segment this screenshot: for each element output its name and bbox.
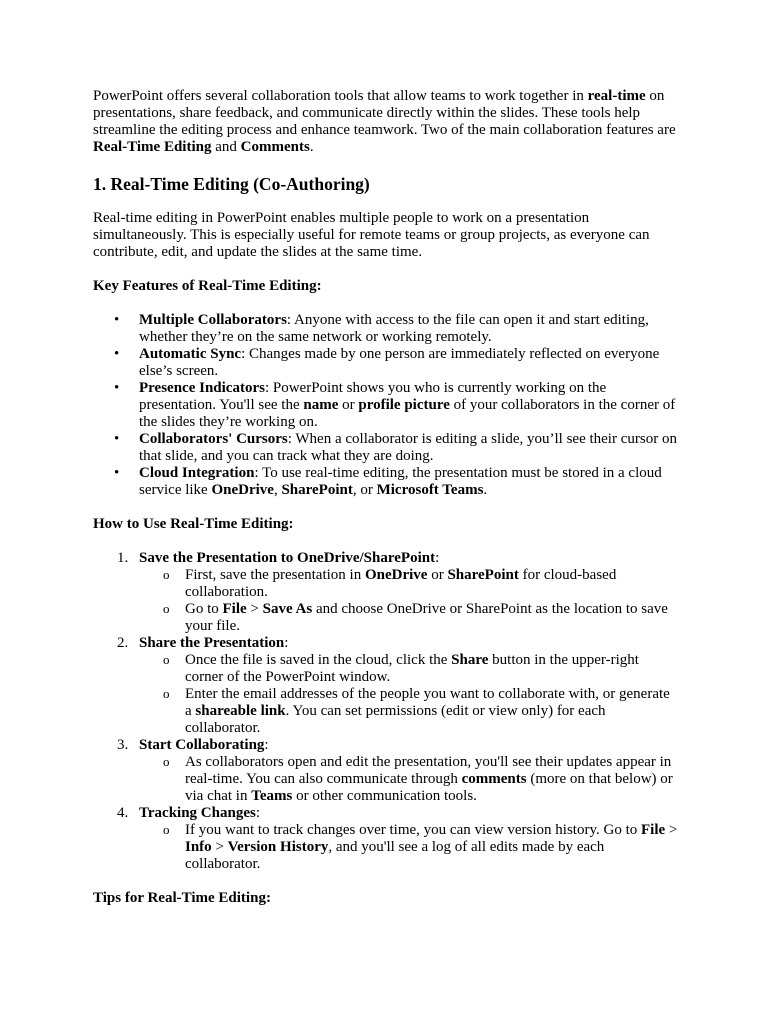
feature-bold: profile picture	[358, 397, 450, 413]
tips-heading: Tips for Real-Time Editing:	[93, 890, 271, 906]
list-item	[93, 312, 678, 346]
sub-text: Once the file is saved in the cloud, click the	[185, 652, 452, 668]
sub-bold: Share	[451, 652, 489, 668]
list-item	[93, 380, 678, 431]
feature-text: : Anyone with access to the file can open it and start editing, whether they’re on the same network or working remotely.	[139, 312, 649, 345]
sub-item	[139, 754, 678, 805]
sub-text: , and you'll see a log of all edits made by each collaborator.	[185, 839, 605, 872]
sub-item	[139, 601, 678, 635]
feature-text: or	[338, 397, 359, 413]
step-colon: :	[435, 550, 440, 566]
sub-text: or	[427, 567, 448, 583]
sub-text: >	[665, 822, 678, 838]
feature-text: of your collaborators in the corner of the slides they’re working on.	[139, 397, 676, 430]
sub-list	[139, 822, 678, 873]
step-item	[93, 550, 678, 635]
feature-text: : To use real-time editing, the presentation must be stored in a cloud service like	[139, 465, 662, 498]
sub-text: (more on that below) or via chat in	[185, 771, 673, 804]
sub-list	[139, 754, 678, 805]
sub-bold: File	[222, 601, 247, 617]
sub-text: . You can set permissions (edit or view only) for each collaborator.	[185, 703, 606, 736]
step-colon: :	[284, 635, 289, 651]
sub-text: Enter the email addresses of the people you want to collaborate with, or generate a	[185, 686, 670, 719]
step-colon: :	[264, 737, 269, 753]
intro-text-3: and	[211, 139, 241, 155]
step-number: 1.	[117, 550, 129, 566]
list-item	[93, 346, 678, 380]
sub-text: If you want to track changes over time, you can view version history. Go to	[185, 822, 641, 838]
sub-bold: comments	[461, 771, 527, 787]
intro-paragraph	[93, 88, 678, 156]
sub-text: >	[211, 839, 228, 855]
feature-bold: OneDrive	[211, 482, 274, 498]
intro-text-1: PowerPoint offers several collaboration tools that allow teams to work together in	[93, 88, 588, 104]
feature-title: Presence Indicators	[139, 380, 265, 396]
intro-text-2: on presentations, share feedback, and communicate directly within the slides. These tools help streamline the editing process and enhance teamwork. Two of the main collaboration features are	[93, 88, 676, 138]
feature-bold: name	[303, 397, 339, 413]
intro-bold-realtime: real-time	[587, 88, 646, 104]
feature-text: .	[483, 482, 488, 498]
feature-title: Collaborators' Cursors	[139, 431, 288, 447]
feature-title: Cloud Integration	[139, 465, 255, 481]
step-item	[93, 635, 678, 737]
how-to-heading: How to Use Real-Time Editing:	[93, 516, 294, 532]
intro-bold-realtime-editing: Real-Time Editing	[93, 139, 212, 155]
sub-text: button in the upper-right corner of the PowerPoint window.	[185, 652, 639, 685]
sub-text: As collaborators open and edit the presentation, you'll see their updates appear in real-time. You can also communicate through	[185, 754, 672, 787]
step-number: 3.	[117, 737, 129, 753]
key-features-list	[93, 312, 678, 499]
sub-bold: Teams	[251, 788, 293, 804]
section-paragraph: Real-time editing in PowerPoint enables multiple people to work on a presentation simultaneously. This is especially useful for remote teams or group projects, as everyone can contribute, edit, and update the slides at the same time.	[93, 210, 650, 260]
section-heading: 1. Real-Time Editing (Co-Authoring)	[93, 174, 370, 194]
sub-bold: shareable link	[195, 703, 286, 719]
list-item	[93, 465, 678, 499]
sub-text: First, save the presentation in	[185, 567, 365, 583]
step-title: Save the Presentation to OneDrive/SharePoint	[139, 550, 436, 566]
step-title: Tracking Changes	[139, 805, 256, 821]
key-features-heading: Key Features of Real-Time Editing:	[93, 278, 322, 294]
step-item	[93, 737, 678, 805]
feature-title: Multiple Collaborators	[139, 312, 287, 328]
sub-item	[139, 822, 678, 873]
how-to-steps	[93, 550, 678, 873]
sub-bold: OneDrive	[364, 567, 428, 583]
intro-text-4: .	[309, 139, 314, 155]
feature-text: ,	[273, 482, 282, 498]
feature-bold: Microsoft Teams	[376, 482, 484, 498]
step-number: 2.	[117, 635, 129, 651]
sub-text: and choose OneDrive or SharePoint as the location to save your file.	[185, 601, 668, 634]
feature-title: Automatic Sync	[139, 346, 242, 362]
feature-bold: SharePoint	[281, 482, 353, 498]
step-number: 4.	[117, 805, 129, 821]
list-item	[93, 431, 678, 465]
step-item	[93, 805, 678, 873]
sub-bold: File	[641, 822, 666, 838]
feature-text: : When a collaborator is editing a slide, you’ll see their cursor on that slide, and you can track what they are doing.	[139, 431, 677, 464]
intro-bold-comments: Comments	[240, 139, 310, 155]
feature-text: : Changes made by one person are immediately reflected on everyone else’s screen.	[139, 346, 660, 379]
sub-bold: Save As	[262, 601, 313, 617]
feature-text: , or	[352, 482, 377, 498]
sub-item	[139, 567, 678, 601]
sub-list	[139, 567, 678, 635]
sub-text: >	[246, 601, 263, 617]
sub-text: or other communication tools.	[292, 788, 477, 804]
sub-item	[139, 686, 678, 737]
sub-bold: Info	[185, 839, 212, 855]
step-title: Start Collaborating	[139, 737, 265, 753]
sub-text: Go to	[185, 601, 223, 617]
sub-bold: Version History	[227, 839, 329, 855]
sub-item	[139, 652, 678, 686]
step-colon: :	[255, 805, 260, 821]
step-title: Share the Presentation	[139, 635, 285, 651]
sub-list	[139, 652, 678, 737]
sub-text: for cloud-based collaboration.	[185, 567, 617, 600]
feature-text: : PowerPoint shows you who is currently working on the presentation. You'll see the	[139, 380, 607, 413]
sub-bold: SharePoint	[447, 567, 519, 583]
